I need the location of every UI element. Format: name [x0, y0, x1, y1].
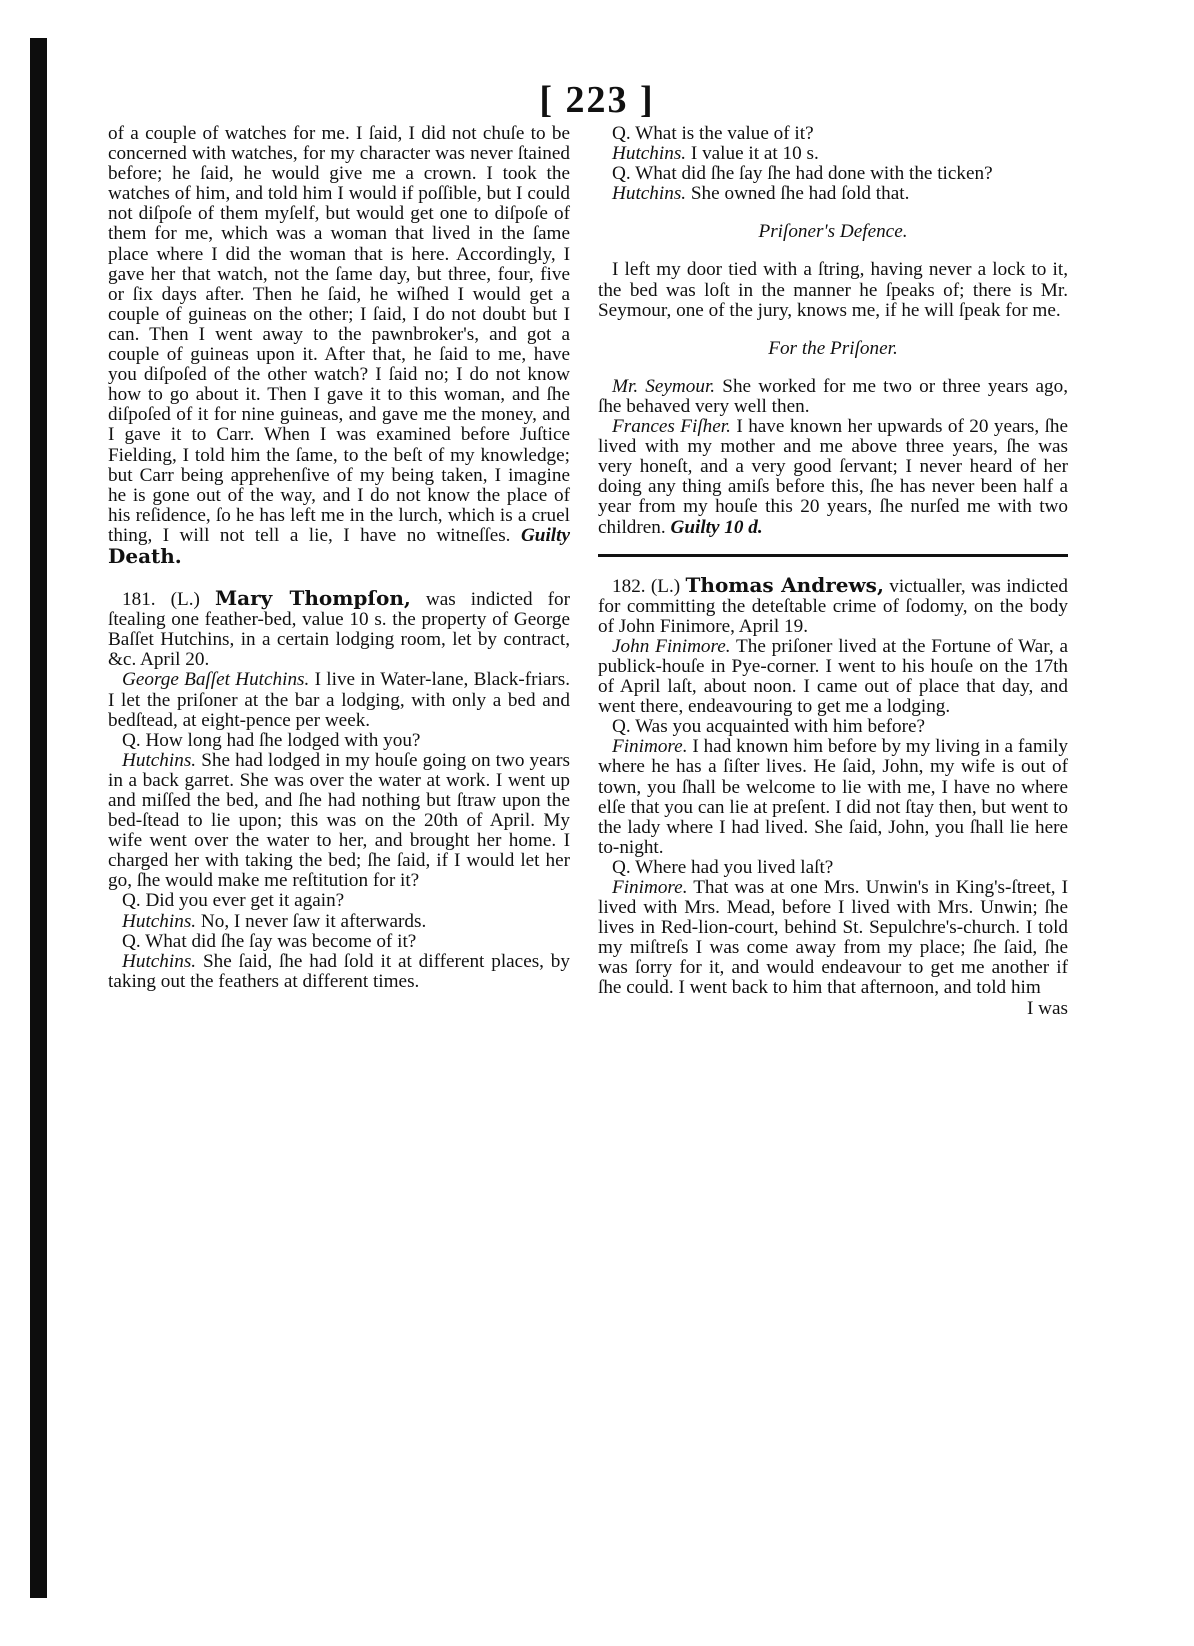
left-column — [108, 124, 570, 992]
page-number: [ 223 ] — [539, 79, 655, 121]
paragraph-text: of a couple of watches for me. I ſaid, I did not chuſe to be concerned with watches, for my character was never ſtained before; he ſaid, he would give me a crown. I took the watches of him, and told him I would if poſſible, but I could not diſpoſe of them myſelf, but would get one to diſpoſe of them for me, which was a woman that lived in the ſame place where I did the woman that is here. Accordingly, I gave her that watch, not the ſame day, but three, four, five or ſix days after. Then he ſaid, he wiſhed I would get a couple of guineas on the other; I ſaid, I do not doubt but I can. Then I went away to the pawnbroker's, and got a couple of guineas upon it. After that, he ſaid to me, have you diſpoſed of the other watch? I ſaid no; I do not know how to go about it. Then I gave it to this woman, and ſhe diſpoſed of it for nine guineas, and gave me the money, and I gave it to Carr. When I was examined before Juſtice Fielding, I told him the ſame, to the beſt of my knowledge; but Carr being apprehenſive of my being taken, I imagine he is gone out of the way, and I do not know the place of his reſidence, ſo he has left me in the lurch, which is a cruel thing, I will not tell a lie, I have no witneſſes. — [108, 123, 570, 546]
section-heading-defence: Priſoner's Defence. — [758, 221, 908, 243]
section-heading-for-prisoner: For the Priſoner. — [768, 337, 898, 359]
case-entry-181 — [108, 588, 570, 670]
question: Q. How long had ſhe lodged with you? — [122, 729, 421, 751]
case-text: was indicted for ſtealing one feather-bed, value 10 s. the property of George Baſſet Hutchins, in a certain lodging room, let by contract, &c. April 20. — [108, 589, 571, 671]
testimony-text: That was at one Mrs. Unwin's in King's-ſtreet, I lived with Mrs. Mead, before I lived with Mrs. Unwin; ſhe lives in Red-lion-court, behind St. Sepulchre's-church. I told my miſtreſs I was come away from my place; ſhe ſaid, ſhe was ſorry for it, and would endeavour to get me another if ſhe could. I went back to him that afternoon, and told him — [598, 877, 1069, 999]
question: Q. Was you acquainted with him before? — [612, 716, 926, 738]
verdict: Guilty — [520, 524, 570, 546]
testimony-text: She ſaid, ſhe had ſold it at different places, by taking out the feathers at different times. — [108, 950, 570, 992]
speaker-name: Hutchins. — [122, 749, 197, 771]
question: Q. What is the value of it? — [612, 123, 814, 144]
testimony-text: I had known him before by my living in a family where he has a ſiſter lives. He ſaid, John, my wife is out of town, you ſhall be welcome to lie with me, I have no where elſe that you can lie at preſent. I did not ſtay then, but went to the lady where I had lived. She ſaid, John, you ſhall lie here to-night. — [598, 736, 1069, 858]
testimony-text: She had lodged in my houſe going on two years in a back garret. She was over the water at work. I went up and miſſed the bed, and ſhe had nothing but ſtraw upon the bed-ſtead to lie upon; this was on the 20th of April. My wife went over the water to her, and brought her home. I charged her with taking the bed; ſhe ſaid, if I would let her go, ſhe would make me reſtitution for it? — [108, 749, 571, 892]
defence-text: I left my door tied with a ſtring, having never a lock to it, the bed was loſt in the manner he ſpeaks of; there is Mr. Seymour, one of the jury, knows me, if he will ſpeak for me. — [598, 259, 1068, 321]
speaker-name: Hutchins. — [122, 910, 197, 932]
question: Q. What did ſhe ſay was become of it? — [122, 930, 417, 952]
testimony-text: She owned ſhe had ſold that. — [690, 183, 910, 205]
testimony-text: The priſoner lived at the Fortune of War, a publick-houſe in Pye-corner. I went to his houſe on the 17th of April laſt, about noon. I came out of place that day, and went there, endeavouring to get me a lodging. — [598, 635, 1068, 718]
testimony — [598, 417, 1068, 538]
speaker-name: George Baſſet Hutchins. — [122, 669, 310, 691]
testimony — [598, 184, 1068, 204]
testimony — [598, 637, 1068, 717]
testimony — [108, 912, 570, 932]
case-number: 181. (L.) — [122, 589, 200, 611]
book-spine-shadow — [30, 38, 47, 1598]
case-entry-182 — [598, 572, 1069, 637]
speaker-name: Finimore. — [612, 736, 688, 758]
verdict: Guilty 10 d. — [670, 516, 763, 538]
testimony — [108, 670, 570, 730]
testimony — [108, 751, 570, 892]
speaker-name: Hutchins. — [122, 950, 197, 972]
testimony — [108, 952, 570, 992]
testimony — [598, 144, 1068, 164]
right-column — [598, 124, 1068, 1019]
case-text: victualler, was indicted for committing the deteſtable crime of ſodomy, on the body of John Finimore, April 19. — [598, 575, 1069, 637]
speaker-name: Hutchins. — [612, 183, 687, 205]
testimony-text: No, I never ſaw it afterwards. — [200, 910, 427, 932]
speaker-name: John Finimore. — [612, 635, 731, 657]
question: Q. Did you ever get it again? — [122, 890, 345, 912]
testimony-text: I live in Water-lane, Black-friars. I let the priſoner at the bar a lodging, with only a bed and bedſtead, at eight-pence per week. — [108, 669, 571, 731]
verdict-sentence: Death. — [108, 543, 182, 568]
defendant-name: Thomas Andrews, — [685, 572, 884, 597]
testimony-text: I value it at 10 s. — [690, 143, 819, 165]
testimony-text: She worked for me two or three years ago, ſhe behaved very well then. — [598, 375, 1068, 417]
defendant-name: Mary Thompſon, — [215, 586, 411, 611]
speaker-name: Mr. Seymour. — [612, 375, 716, 397]
question: Q. What did ſhe ſay ſhe had done with the ticken? — [612, 163, 993, 185]
speaker-name: Hutchins. — [612, 143, 687, 165]
catchword: I was — [1026, 997, 1068, 1019]
testimony-text: I have known her upwards of 20 years, ſhe lived with my mother and me above three years, ſhe was very honeſt, and a very good ſervant; I never heard of her doing any thing amiſs before this, ſhe has never been half a year from my houſe this 20 years, ſhe nurſed me with two children. — [598, 416, 1069, 538]
case-number: 182. (L.) — [612, 575, 681, 597]
testimony — [598, 878, 1068, 999]
testimony — [598, 377, 1068, 417]
paragraph — [108, 124, 570, 568]
section-divider — [598, 554, 1068, 557]
speaker-name: Finimore. — [612, 877, 688, 898]
testimony — [598, 737, 1068, 858]
speaker-name: Frances Fiſher. — [612, 416, 731, 438]
question: Q. Where had you lived laſt? — [612, 856, 834, 878]
